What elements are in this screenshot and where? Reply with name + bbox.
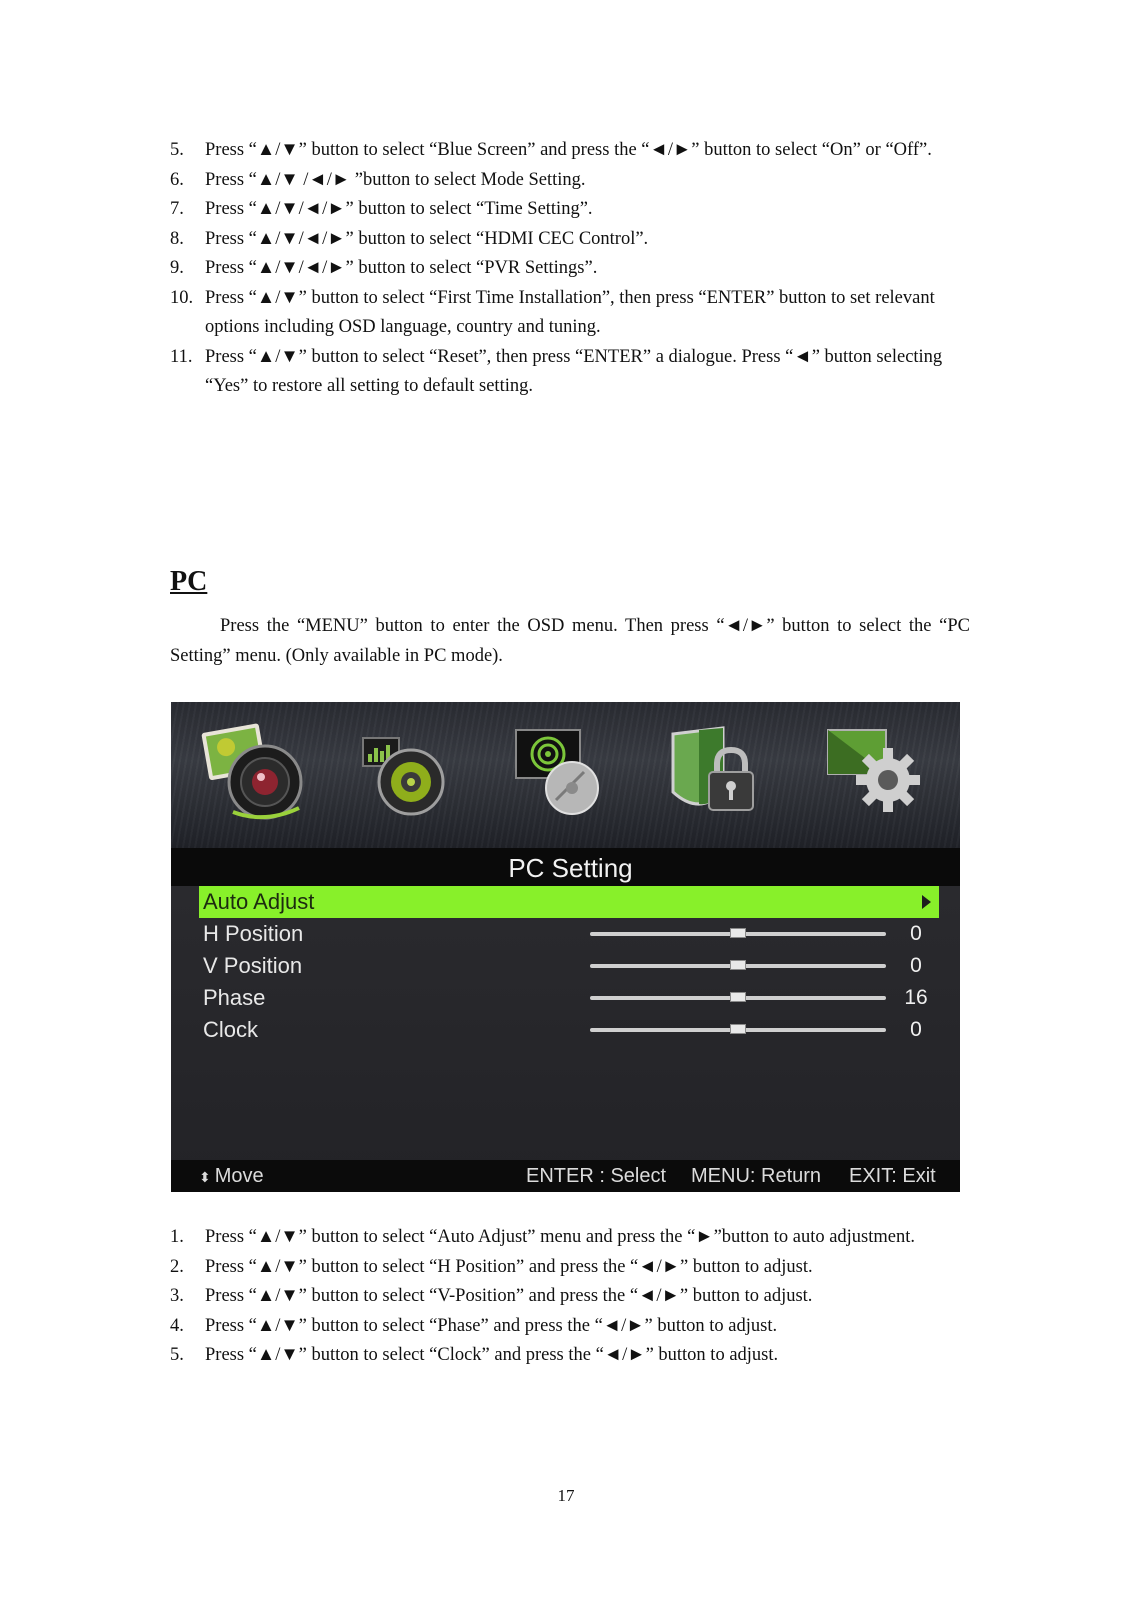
osd-icon-bar <box>171 702 960 848</box>
footer-move-label: Move <box>214 1165 264 1187</box>
list-item <box>170 1282 970 1312</box>
item-text: Press “▲/▼” button to select “First Time Installation”, then press “ENTER” button to set relevant options including OSD language, country and tuning. <box>205 287 935 337</box>
menu-item-label: Auto Adjust <box>203 889 315 914</box>
channel-icon <box>506 720 626 830</box>
osd-title-bar <box>171 848 960 886</box>
item-number: 8. <box>170 228 184 249</box>
item-text: Press “▲/▼” button to select “Reset”, then press “ENTER” a dialogue. Press “◄” button selecting “Yes” to restore all setting to default setting. <box>205 346 943 396</box>
menu-item-label: H Position <box>203 921 304 946</box>
section-title: PC <box>170 566 208 597</box>
menu-item-label: Phase <box>203 985 266 1010</box>
item-number: 11. <box>170 346 193 367</box>
item-text: Press “▲/▼” button to select “Clock” and press the “◄/►” button to adjust. <box>205 1345 779 1365</box>
item-text: Press “▲/▼” button to select “Phase” and press the “◄/►” button to adjust. <box>205 1315 778 1336</box>
osd-menu-title: PC Setting <box>508 853 633 883</box>
slider-thumb[interactable] <box>730 960 746 970</box>
picture-icon <box>193 720 313 830</box>
item-number: 9. <box>170 258 184 278</box>
footer-exit-hint: EXIT: Exit <box>849 1165 936 1187</box>
sound-icon <box>351 720 471 830</box>
item-number: 5. <box>170 140 184 160</box>
item-text: Press “▲/▼” button to select “V-Position” and press the “◄/►” button to adjust. <box>205 1286 813 1306</box>
list-item <box>170 254 960 284</box>
osd-footer <box>171 1160 960 1192</box>
slider-thumb[interactable] <box>730 992 746 1002</box>
item-number: 4. <box>170 1315 184 1336</box>
item-number: 1. <box>170 1227 184 1247</box>
item-text: Press “▲/▼/◄/►” button to select “PVR Settings”. <box>205 258 598 278</box>
slider-value: 16 <box>904 986 928 1009</box>
menu-item-phase[interactable] <box>199 982 939 1014</box>
list-item <box>170 225 960 255</box>
item-text: Press “▲/▼” button to select “H Position” and press the “◄/►” button to adjust. <box>205 1256 813 1277</box>
slider-thumb[interactable] <box>730 1024 746 1034</box>
arrow-right-icon <box>922 895 931 909</box>
item-text: Press “▲/▼ /◄/► ”button to select Mode Setting. <box>205 169 586 190</box>
footer-menu-hint: MENU: Return <box>691 1165 822 1187</box>
list-item <box>170 136 960 166</box>
menu-item-auto-adjust[interactable] <box>199 886 939 918</box>
item-number: 5. <box>170 1345 184 1365</box>
item-number: 2. <box>170 1256 184 1277</box>
item-text: Press “▲/▼” button to select “Blue Screen” and press the “◄/►” button to select “On” or “Off”. <box>205 140 932 160</box>
item-number: 3. <box>170 1286 184 1306</box>
slider-value: 0 <box>910 954 922 977</box>
menu-item-label: V Position <box>203 953 303 978</box>
osd-screenshot <box>171 702 960 1192</box>
up-down-icon: ⬍ <box>199 1169 211 1185</box>
list-item <box>170 166 960 196</box>
list-item <box>170 1253 970 1283</box>
slider-value: 0 <box>910 1018 922 1041</box>
osd-menu-list <box>171 886 960 1170</box>
setup-steps-list <box>170 136 960 402</box>
list-item <box>170 1312 970 1342</box>
menu-item-h-position[interactable] <box>199 918 939 950</box>
item-number: 10. <box>170 287 194 308</box>
menu-item-label: Clock <box>203 1017 259 1042</box>
list-item <box>170 1341 970 1371</box>
list-item <box>170 195 960 225</box>
footer-enter-hint: ENTER : Select <box>526 1165 667 1187</box>
slider-value: 0 <box>910 922 922 945</box>
section-intro: Press the “MENU” button to enter the OSD menu. Then press “◄/►” button to select the “PC Setting” menu. (Only available in PC mode). <box>170 616 970 666</box>
item-number: 7. <box>170 199 184 219</box>
item-text: Press “▲/▼” button to select “Auto Adjust” menu and press the “►”button to auto adjustment. <box>205 1227 916 1247</box>
list-item <box>170 284 960 343</box>
item-text: Press “▲/▼/◄/►” button to select “HDMI CEC Control”. <box>205 228 649 249</box>
list-item <box>170 1223 970 1253</box>
item-text: Press “▲/▼/◄/►” button to select “Time Setting”. <box>205 199 593 219</box>
page-number: 17 <box>557 1486 575 1505</box>
lock-icon <box>661 720 781 830</box>
pc-steps-list <box>170 1223 970 1371</box>
menu-item-clock[interactable] <box>199 1014 939 1046</box>
menu-item-v-position[interactable] <box>199 950 939 982</box>
setup-icon <box>816 720 936 830</box>
slider-thumb[interactable] <box>730 928 746 938</box>
item-number: 6. <box>170 169 184 190</box>
footer-move <box>199 1160 264 1192</box>
list-item <box>170 343 960 402</box>
